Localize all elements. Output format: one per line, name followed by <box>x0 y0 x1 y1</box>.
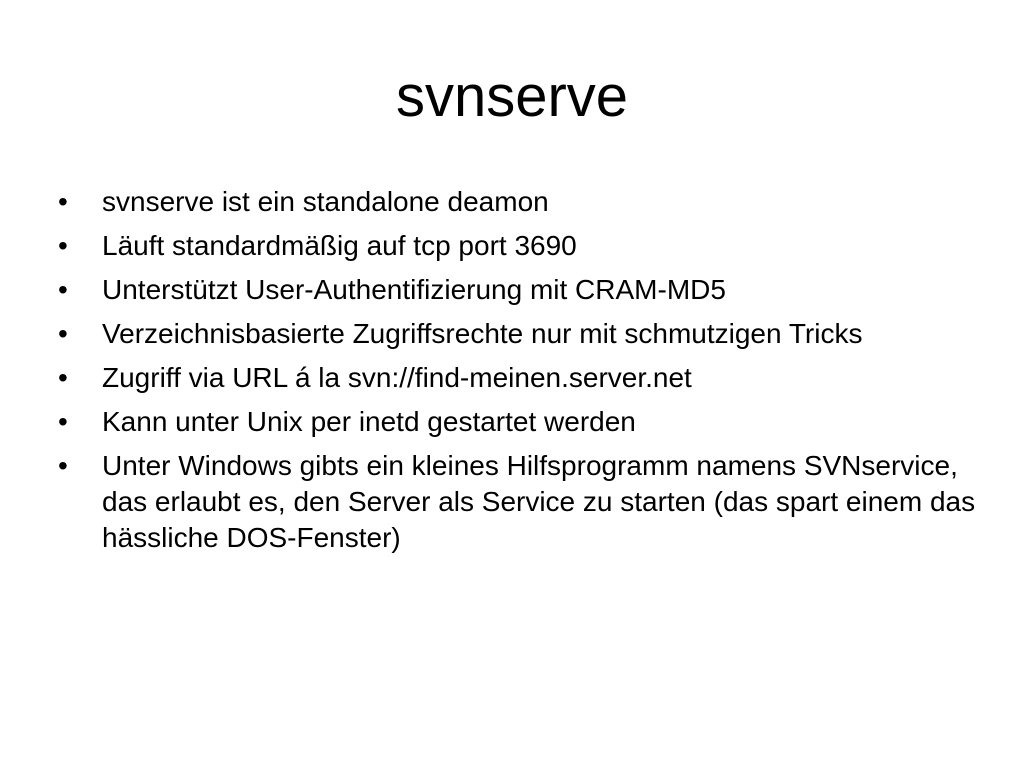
bullet-item <box>56 316 976 352</box>
bullet-marker: • <box>58 186 68 217</box>
bullet-text: Unterstützt User-Authentifizierung mit CRAM-MD5 <box>102 274 726 305</box>
bullet-text: Zugriff via URL á la svn://find-meinen.server.net <box>102 362 692 393</box>
bullet-marker: • <box>58 406 68 437</box>
bullet-item <box>56 404 976 440</box>
bullet-list <box>56 184 976 564</box>
bullet-text: Kann unter Unix per inetd gestartet werden <box>102 406 636 437</box>
slide-title: svnserve <box>395 64 629 129</box>
bullet-item <box>56 448 976 556</box>
bullet-text: Läuft standardmäßig auf tcp port 3690 <box>102 230 577 261</box>
bullet-item <box>56 184 976 220</box>
bullet-marker: • <box>58 274 68 305</box>
bullet-item <box>56 360 976 396</box>
bullet-marker: • <box>58 230 68 261</box>
bullet-marker: • <box>58 362 68 393</box>
bullet-item <box>56 228 976 264</box>
bullet-text: svnserve ist ein standalone deamon <box>102 186 549 217</box>
bullet-text: Unter Windows gibts ein kleines Hilfsprogramm namens SVNservice, das erlaubt es, den Server als Service zu starten (das spart einem das hässliche DOS-Fenster) <box>102 450 976 553</box>
bullet-marker: • <box>58 450 68 481</box>
bullet-text: Verzeichnisbasierte Zugriffsrechte nur mit schmutzigen Tricks <box>102 318 863 349</box>
bullet-item <box>56 272 976 308</box>
bullet-marker: • <box>58 318 68 349</box>
